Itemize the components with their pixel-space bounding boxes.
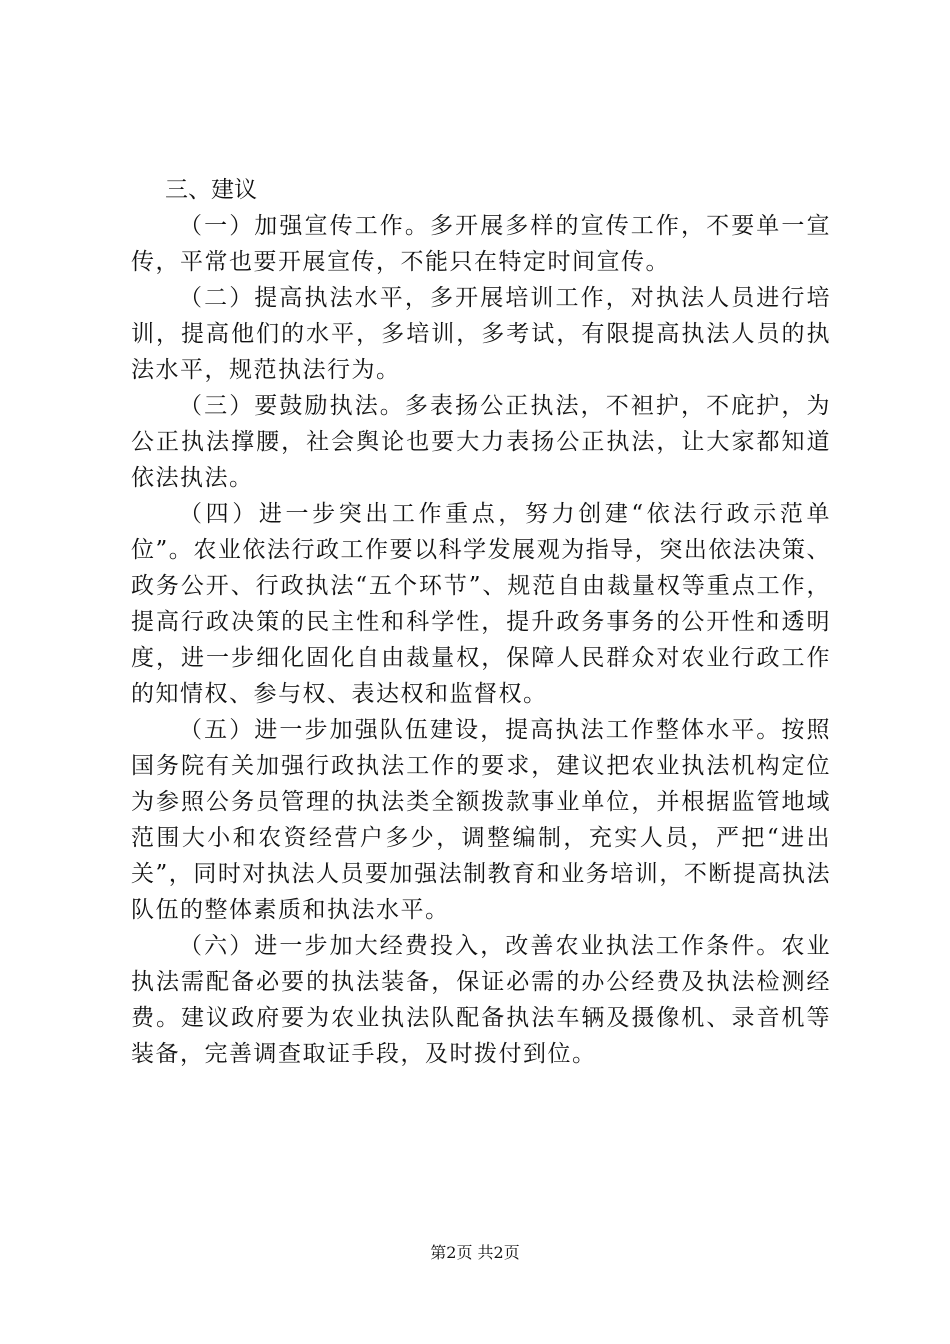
section-heading: 三、建议	[165, 177, 257, 203]
paragraph-4: （四）进一步突出工作重点，努力创建“依法行政示范单位”。农业依法行政工作要以科学发展观为指导，突出依法决策、政务公开、行政执法“五个环节”、规范自由裁量权等重点工作，提高行政决策的民主性和科学性，提升政务事务的公开性和透明度，进一步细化固化自由裁量权，保障人民群众对农业行政工作的知情权、参与权、表达权和监督权。	[131, 501, 831, 707]
paragraph-6: （六）进一步加大经费投入，改善农业执法工作条件。农业执法需配备必要的执法装备，保证必需的办公经费及执法检测经费。建议政府要为农业执法队配备执法车辆及摄像机、录音机等装备，完善调查取证手段，及时拨付到位。	[131, 933, 831, 1067]
document-body	[131, 172, 831, 1072]
paragraph-1: （一）加强宣传工作。多开展多样的宣传工作，不要单一宣传，平常也要开展宣传，不能只在特定时间宣传。	[131, 213, 831, 275]
page-number-footer: 第2页 共2页	[430, 1243, 520, 1262]
paragraph-5: （五）进一步加强队伍建设，提高执法工作整体水平。按照国务院有关加强行政执法工作的要求，建议把农业执法机构定位为参照公务员管理的执法类全额拨款事业单位，并根据监管地域范围大小和农资经营户多少，调整编制，充实人员，严把“进出关”，同时对执法人员要加强法制教育和业务培训，不断提高执法队伍的整体素质和执法水平。	[131, 717, 831, 923]
paragraph-3: （三）要鼓励执法。多表扬公正执法，不袒护，不庇护，为公正执法撑腰，社会舆论也要大力表扬公正执法，让大家都知道依法执法。	[131, 393, 831, 491]
paragraph-2: （二）提高执法水平，多开展培训工作，对执法人员进行培训，提高他们的水平，多培训，多考试，有限提高执法人员的执法水平，规范执法行为。	[131, 285, 831, 383]
